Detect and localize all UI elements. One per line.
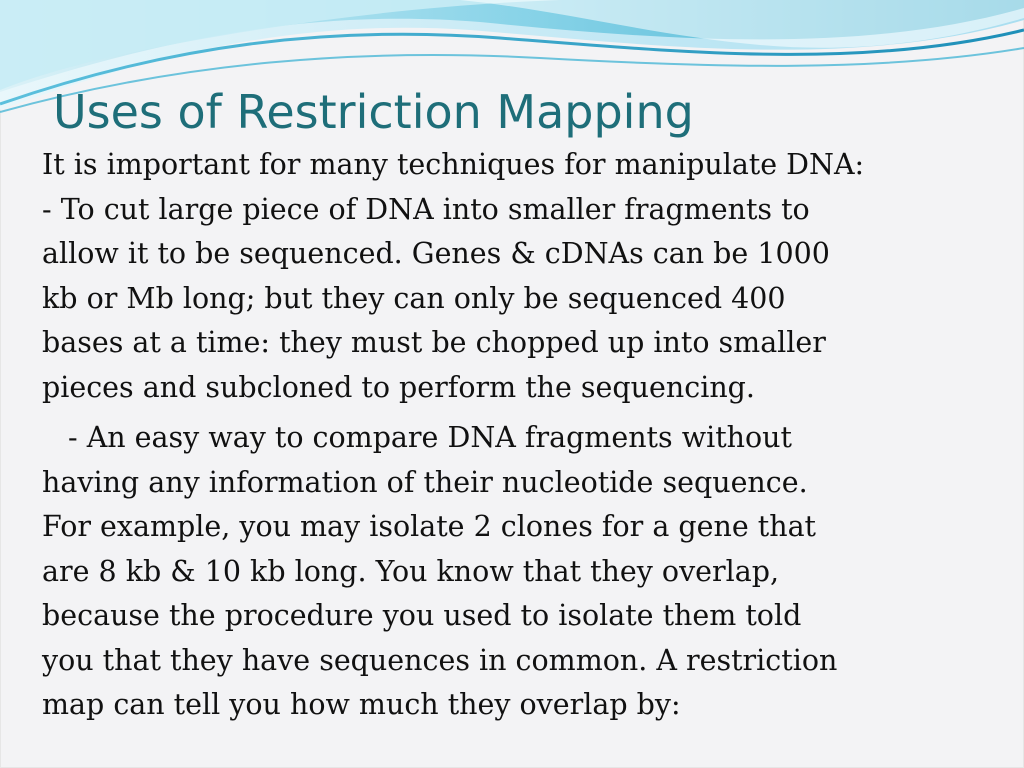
slide-title: Uses of Restriction Mapping bbox=[53, 85, 694, 139]
text-line: For example, you may isolate 2 clones for a gene that bbox=[42, 510, 817, 543]
text-line: - An easy way to compare DNA fragments without bbox=[68, 421, 792, 454]
text-line: allow it to be sequenced. Genes & cDNAs can be 1000 bbox=[42, 237, 830, 270]
text-line: pieces and subcloned to perform the sequencing. bbox=[42, 370, 755, 404]
text-line: It is important for many techniques for manipulate DNA: bbox=[42, 148, 865, 181]
text-line: are 8 kb & 10 kb long. You know that they overlap, bbox=[42, 554, 780, 588]
text-line: because the procedure you used to isolate them told bbox=[42, 599, 802, 632]
paragraph-1 bbox=[42, 143, 982, 410]
text-line: you that they have sequences in common. A restriction bbox=[42, 643, 838, 677]
text-line: having any information of their nucleotide sequence. bbox=[42, 465, 808, 499]
text-line: kb or Mb long; but they can only be sequenced 400 bbox=[42, 281, 786, 315]
slide-body bbox=[42, 143, 982, 728]
paragraph-2 bbox=[42, 416, 982, 728]
text-line: bases at a time: they must be chopped up into smaller bbox=[42, 326, 826, 359]
text-line: - To cut large piece of DNA into smaller fragments to bbox=[42, 192, 810, 226]
text-line: map can tell you how much they overlap by: bbox=[42, 688, 681, 721]
